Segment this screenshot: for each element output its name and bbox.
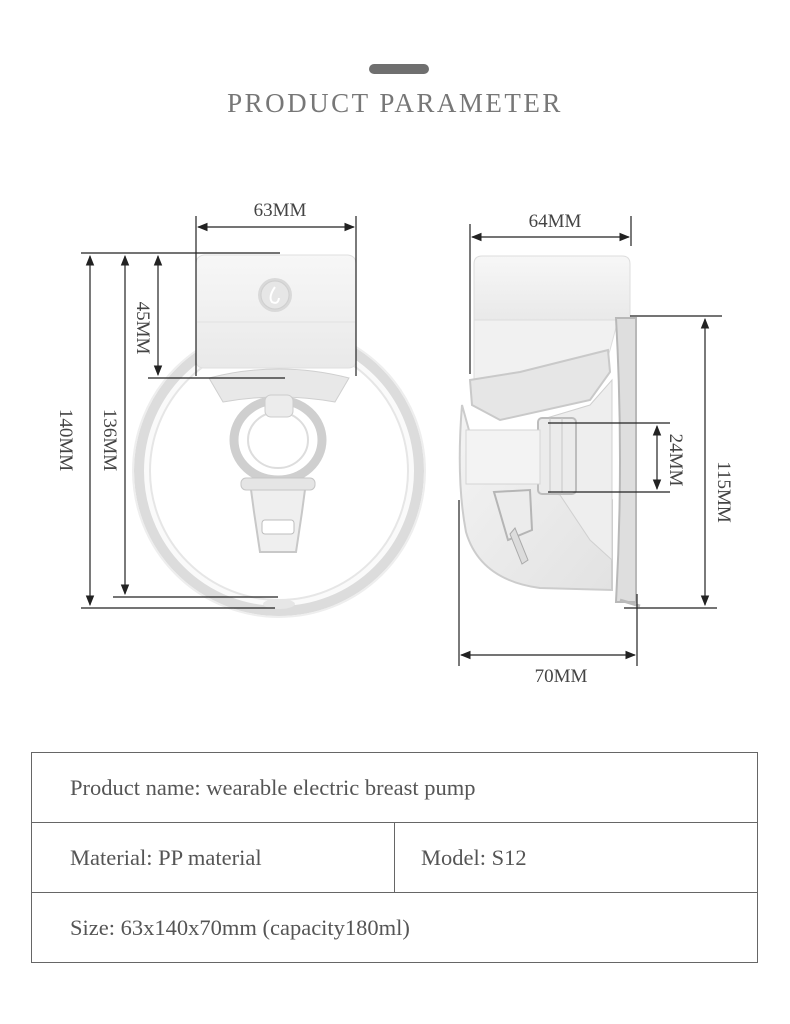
spec-model: Model: S12: [395, 823, 758, 893]
spec-product-name: Product name: wearable electric breast pump: [32, 753, 758, 823]
spec-row-material-model: [32, 823, 758, 893]
spec-row-product-name: [32, 753, 758, 823]
side-depth-label: 70MM: [534, 666, 588, 687]
side-tunnel-height-label: 24MM: [665, 433, 686, 487]
side-width-label: 64MM: [528, 211, 582, 232]
spec-material: Material: PP material: [32, 823, 395, 893]
spec-row-size: [32, 893, 758, 963]
front-motor-height-label: 45MM: [132, 301, 153, 355]
product-spec-table: [31, 752, 758, 963]
page-title: PRODUCT PARAMETER: [227, 88, 563, 118]
front-width-label: 63MM: [253, 200, 307, 221]
side-view-pump-illustration: [460, 256, 640, 606]
front-total-height-label: 140MM: [55, 408, 76, 472]
front-inner-height-label: 136MM: [99, 408, 120, 472]
front-view-pump-illustration: [133, 255, 425, 617]
side-flange-height-label: 115MM: [713, 461, 734, 523]
spec-size: Size: 63x140x70mm (capacity180ml): [32, 893, 758, 963]
